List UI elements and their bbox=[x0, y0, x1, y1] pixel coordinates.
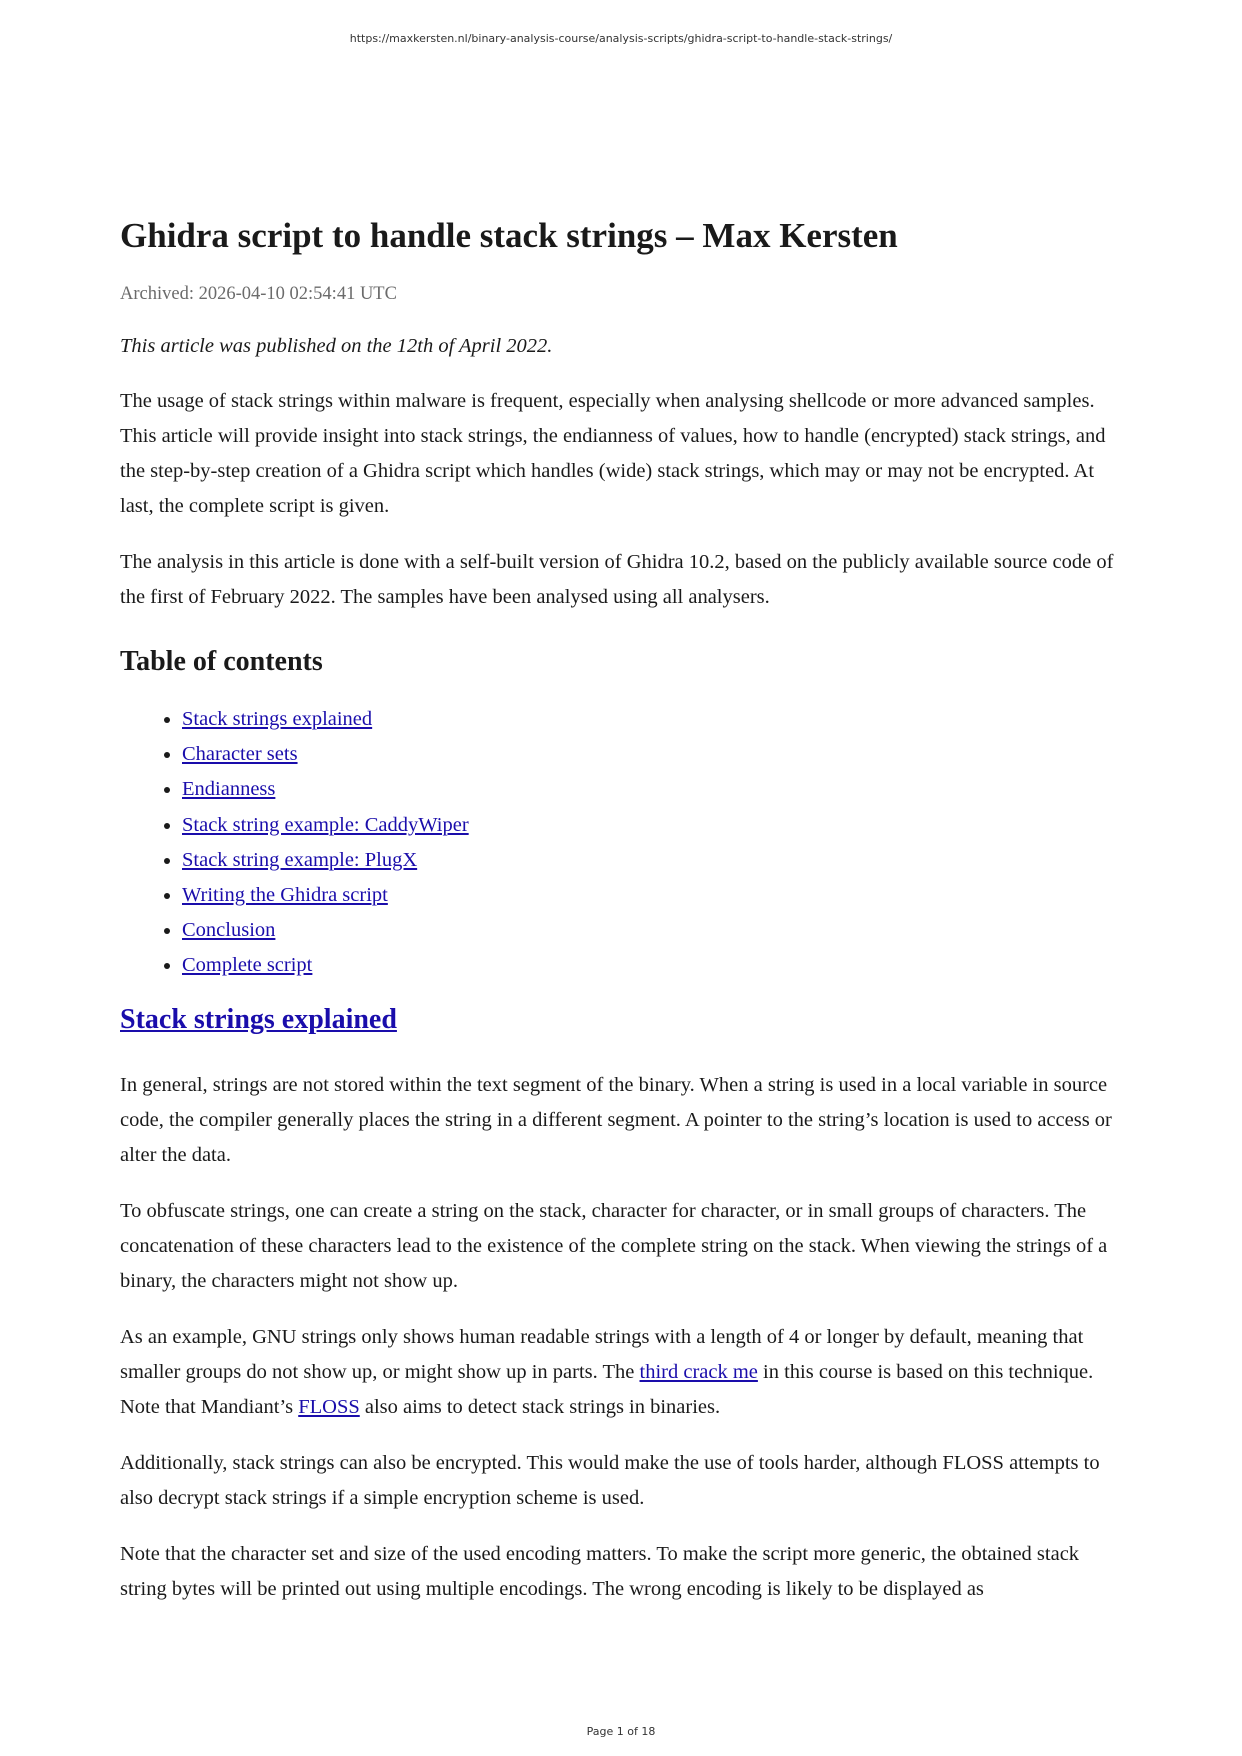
toc-item bbox=[182, 702, 1120, 737]
toc-item bbox=[182, 878, 1120, 913]
paragraph-text: in this course is based on this technique. Note that Mandiant’s bbox=[120, 1360, 1094, 1418]
toc-link-caddywiper[interactable]: Stack string example: CaddyWiper bbox=[182, 813, 469, 836]
toc-item bbox=[182, 948, 1120, 983]
toc-heading: Table of contents bbox=[120, 646, 323, 677]
publication-note: This article was published on the 12th of April 2022. bbox=[120, 335, 553, 357]
intro-paragraph-1: The usage of stack strings within malware is frequent, especially when analysing shellcode or more advanced samples. This article will provide insight into stack strings, the endianness of values, how to handle (encrypted) stack strings, and the step-by-step creation of a Ghidra script which handles (wide) stack strings, which may or may not be encrypted. At last, the complete script is given. bbox=[120, 390, 1106, 517]
section-paragraph-4: Additionally, stack strings can also be encrypted. This would make the use of tools harder, although FLOSS attempts to also decrypt stack strings if a simple encryption scheme is used. bbox=[120, 1451, 1100, 1509]
section-paragraph-1: In general, strings are not stored within the text segment of the binary. When a string is used in a local variable in source code, the compiler generally places the string in a different segment. A pointer to the string’s location is used to access or alter the data. bbox=[120, 1073, 1112, 1166]
toc-link-complete-script[interactable]: Complete script bbox=[182, 954, 313, 977]
intro-paragraph-2: The analysis in this article is done with a self-built version of Ghidra 10.2, based on the publicly available source code of the first of February 2022. The samples have been analysed using all analysers. bbox=[120, 551, 1114, 608]
toc-link-plugx[interactable]: Stack string example: PlugX bbox=[182, 848, 418, 871]
toc-link-character-sets[interactable]: Character sets bbox=[182, 743, 298, 766]
paragraph-text: also aims to detect stack strings in binaries. bbox=[359, 1395, 721, 1418]
third-crack-me-link[interactable]: third crack me bbox=[639, 1360, 758, 1383]
archived-timestamp: Archived: 2026-04-10 02:54:41 UTC bbox=[120, 284, 397, 304]
toc-link-endianness[interactable]: Endianness bbox=[182, 778, 276, 801]
article-content bbox=[120, 212, 1120, 1628]
toc-item bbox=[182, 808, 1120, 843]
section-paragraph-2: To obfuscate strings, one can create a string on the stack, character for character, or in small groups of characters. The concatenation of these characters lead to the existence of the complete string on the stack. When viewing the strings of a binary, the characters might not show up. bbox=[120, 1199, 1108, 1292]
floss-link[interactable]: FLOSS bbox=[298, 1395, 360, 1418]
toc-item bbox=[182, 772, 1120, 807]
section-heading-stack-strings bbox=[120, 998, 1120, 1042]
paragraph-text: As an example, GNU strings only shows human readable strings with a length of 4 or longer by default, meaning that smaller groups do not show up, or might show up in parts. The bbox=[120, 1325, 1084, 1383]
table-of-contents bbox=[120, 702, 1120, 984]
toc-link-writing-script[interactable]: Writing the Ghidra script bbox=[182, 884, 388, 907]
toc-item bbox=[182, 843, 1120, 878]
toc-item bbox=[182, 737, 1120, 772]
toc-link-conclusion[interactable]: Conclusion bbox=[182, 919, 276, 942]
section-paragraph-5: Note that the character set and size of the used encoding matters. To make the script more generic, the obtained stack string bytes will be printed out using multiple encodings. The wrong encoding is likely to be displayed as bbox=[120, 1542, 1080, 1600]
section-paragraph-3 bbox=[120, 1320, 1120, 1425]
toc-link-stack-strings-explained[interactable]: Stack strings explained bbox=[182, 708, 373, 730]
page-title: Ghidra script to handle stack strings – Max Kersten bbox=[120, 216, 898, 255]
page-url-header: https://maxkersten.nl/binary-analysis-course/analysis-scripts/ghidra-script-to-handle-stack-strings/ bbox=[349, 32, 893, 45]
section-heading-link[interactable]: Stack strings explained bbox=[120, 1003, 397, 1035]
page-number-footer: Page 1 of 18 bbox=[586, 1725, 656, 1738]
toc-item bbox=[182, 913, 1120, 948]
